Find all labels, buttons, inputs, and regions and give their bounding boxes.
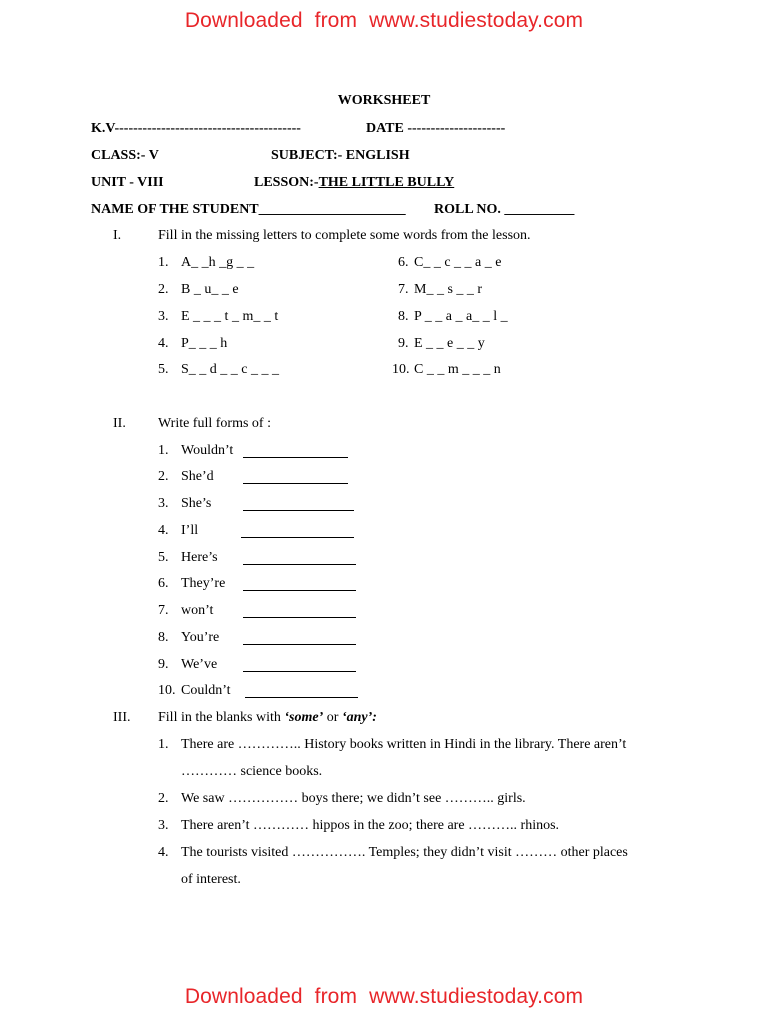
blank-sentence-line: The tourists visited ……………. Temples; they didn’t visit ……… other places <box>181 845 628 860</box>
missing-letter-word-right <box>398 282 482 298</box>
section-2-instruction: Write full forms of : <box>158 416 271 431</box>
class-field: CLASS:- V <box>91 148 159 163</box>
item-number: 7. <box>158 603 169 618</box>
roll-no-field: ROLL NO. __________ <box>434 202 575 217</box>
item-text: won’t <box>181 603 214 618</box>
full-form-item <box>158 496 211 512</box>
banner-word-downloaded: Downloaded <box>184 9 303 32</box>
item-text: C_ _ c _ _ a _ e <box>414 255 502 270</box>
lesson-label: LESSON:- <box>254 175 319 190</box>
item-number: 6. <box>398 255 409 270</box>
subject-field: SUBJECT:- ENGLISH <box>271 148 410 163</box>
item-number: 1. <box>158 255 169 270</box>
item-text: C _ _ m _ _ _ n <box>414 362 501 377</box>
answer-blank-line[interactable] <box>243 590 356 591</box>
missing-letter-word-left <box>158 362 279 378</box>
download-banner-top[interactable] <box>0 9 768 33</box>
answer-blank-line[interactable] <box>245 697 358 698</box>
item-text: They’re <box>181 576 226 591</box>
banner-word-from: from <box>314 9 358 32</box>
item-text: I’ll <box>181 523 199 538</box>
answer-blank-line[interactable] <box>243 483 348 484</box>
item-text: S_ _ d _ _ c _ _ _ <box>181 362 279 377</box>
full-form-item <box>158 523 198 539</box>
item-number: 10. <box>158 683 176 698</box>
section-1-instruction: Fill in the missing letters to complete some words from the lesson. <box>158 228 531 243</box>
download-banner-bottom[interactable] <box>0 985 768 1009</box>
item-number: 6. <box>158 576 169 591</box>
item-text: You’re <box>181 630 220 645</box>
item-number: 9. <box>158 657 169 672</box>
blank-item-number: 4. <box>158 845 169 860</box>
full-form-item <box>158 603 213 619</box>
full-form-item <box>158 630 219 646</box>
item-text: Here’s <box>181 550 218 565</box>
answer-blank-line[interactable] <box>243 457 348 458</box>
missing-letter-word-right <box>398 309 508 325</box>
item-number: 1. <box>158 443 169 458</box>
missing-letter-word-left <box>158 336 227 352</box>
banner-url[interactable]: www.studiestoday.com <box>369 9 584 32</box>
item-text: P _ _ a _ a_ _ l _ <box>414 309 508 324</box>
banner-word-from: from <box>314 985 358 1008</box>
item-number: 7. <box>398 282 409 297</box>
student-name-field: NAME OF THE STUDENT_____________________ <box>91 202 406 217</box>
item-number: 3. <box>158 496 169 511</box>
blank-item-number: 2. <box>158 791 169 806</box>
date-field: DATE --------------------- <box>366 121 506 136</box>
blank-sentence-line: There aren’t ………… hippos in the zoo; there are ……….. rhinos. <box>181 818 560 833</box>
section-3-instruction <box>158 710 377 726</box>
item-number: 8. <box>398 309 409 324</box>
answer-blank-line[interactable] <box>243 617 356 618</box>
item-number: 5. <box>158 550 169 565</box>
word-any: ‘any’: <box>341 710 377 725</box>
item-number: 4. <box>158 336 169 351</box>
item-text: E _ _ _ t _ m_ _ t <box>181 309 279 324</box>
missing-letter-word-right <box>398 255 501 271</box>
item-text: E _ _ e _ _ y <box>414 336 485 351</box>
item-text: She’d <box>181 469 214 484</box>
header-row-kv <box>91 121 506 137</box>
word-or: or <box>323 710 342 725</box>
answer-blank-line[interactable] <box>243 644 356 645</box>
blank-item-number: 3. <box>158 818 169 833</box>
item-number: 8. <box>158 630 169 645</box>
missing-letter-word-left <box>158 282 239 298</box>
item-number: 10. <box>392 362 410 377</box>
item-text: Couldn’t <box>181 683 231 698</box>
word-some: ‘some’ <box>284 710 324 725</box>
full-form-item <box>158 683 231 699</box>
full-form-item <box>158 443 233 459</box>
header-row-class <box>91 148 410 164</box>
blank-sentence-line: We saw …………… boys there; we didn’t see ……….. girls. <box>181 791 526 806</box>
item-number: 5. <box>158 362 169 377</box>
lesson-field <box>254 175 454 191</box>
item-text: We’ve <box>181 657 218 672</box>
header-row-unit <box>91 175 455 191</box>
item-text: P_ _ _ h <box>181 336 228 351</box>
missing-letter-word-left <box>158 255 254 271</box>
item-number: 2. <box>158 282 169 297</box>
full-form-item <box>158 550 218 566</box>
item-number: 2. <box>158 469 169 484</box>
missing-letter-word-right <box>398 336 485 352</box>
section-3-number: III. <box>113 710 131 725</box>
item-number: 9. <box>398 336 409 351</box>
blank-item-number: 1. <box>158 737 169 752</box>
section-1-number: I. <box>113 228 122 243</box>
item-text: M_ _ s _ _ r <box>414 282 483 297</box>
header-row-name <box>91 202 575 218</box>
answer-blank-line[interactable] <box>243 510 354 511</box>
answer-blank-line[interactable] <box>243 671 356 672</box>
item-text: B _ u_ _ e <box>181 282 239 297</box>
item-number: 3. <box>158 309 169 324</box>
blank-sentence-line: There are ………….. History books written in Hindi in the library. There aren’t <box>181 737 627 752</box>
item-number: 4. <box>158 523 169 538</box>
unit-field: UNIT - VIII <box>91 175 164 190</box>
instruction-prefix: Fill in the blanks with <box>158 710 285 725</box>
banner-url[interactable]: www.studiestoday.com <box>369 985 584 1008</box>
section-2-number: II. <box>113 416 126 431</box>
missing-letter-word-left <box>158 309 278 325</box>
item-text: A_ _h _g _ _ <box>181 255 255 270</box>
item-text: Wouldn’t <box>181 443 234 458</box>
banner-word-downloaded: Downloaded <box>184 985 303 1008</box>
lesson-name: THE LITTLE BULLY <box>318 175 455 190</box>
kv-field: K.V---------------------------------------- <box>91 121 301 136</box>
answer-blank-line[interactable] <box>243 564 356 565</box>
item-text: She’s <box>181 496 212 511</box>
full-form-item <box>158 576 225 592</box>
worksheet-title: WORKSHEET <box>337 93 431 108</box>
missing-letter-word-right <box>392 362 501 378</box>
blank-sentence-continuation: ………… science books. <box>181 764 323 779</box>
blank-sentence-continuation: of interest. <box>181 872 241 887</box>
full-form-item <box>158 469 214 485</box>
answer-blank-line[interactable] <box>241 537 354 538</box>
full-form-item <box>158 657 217 673</box>
